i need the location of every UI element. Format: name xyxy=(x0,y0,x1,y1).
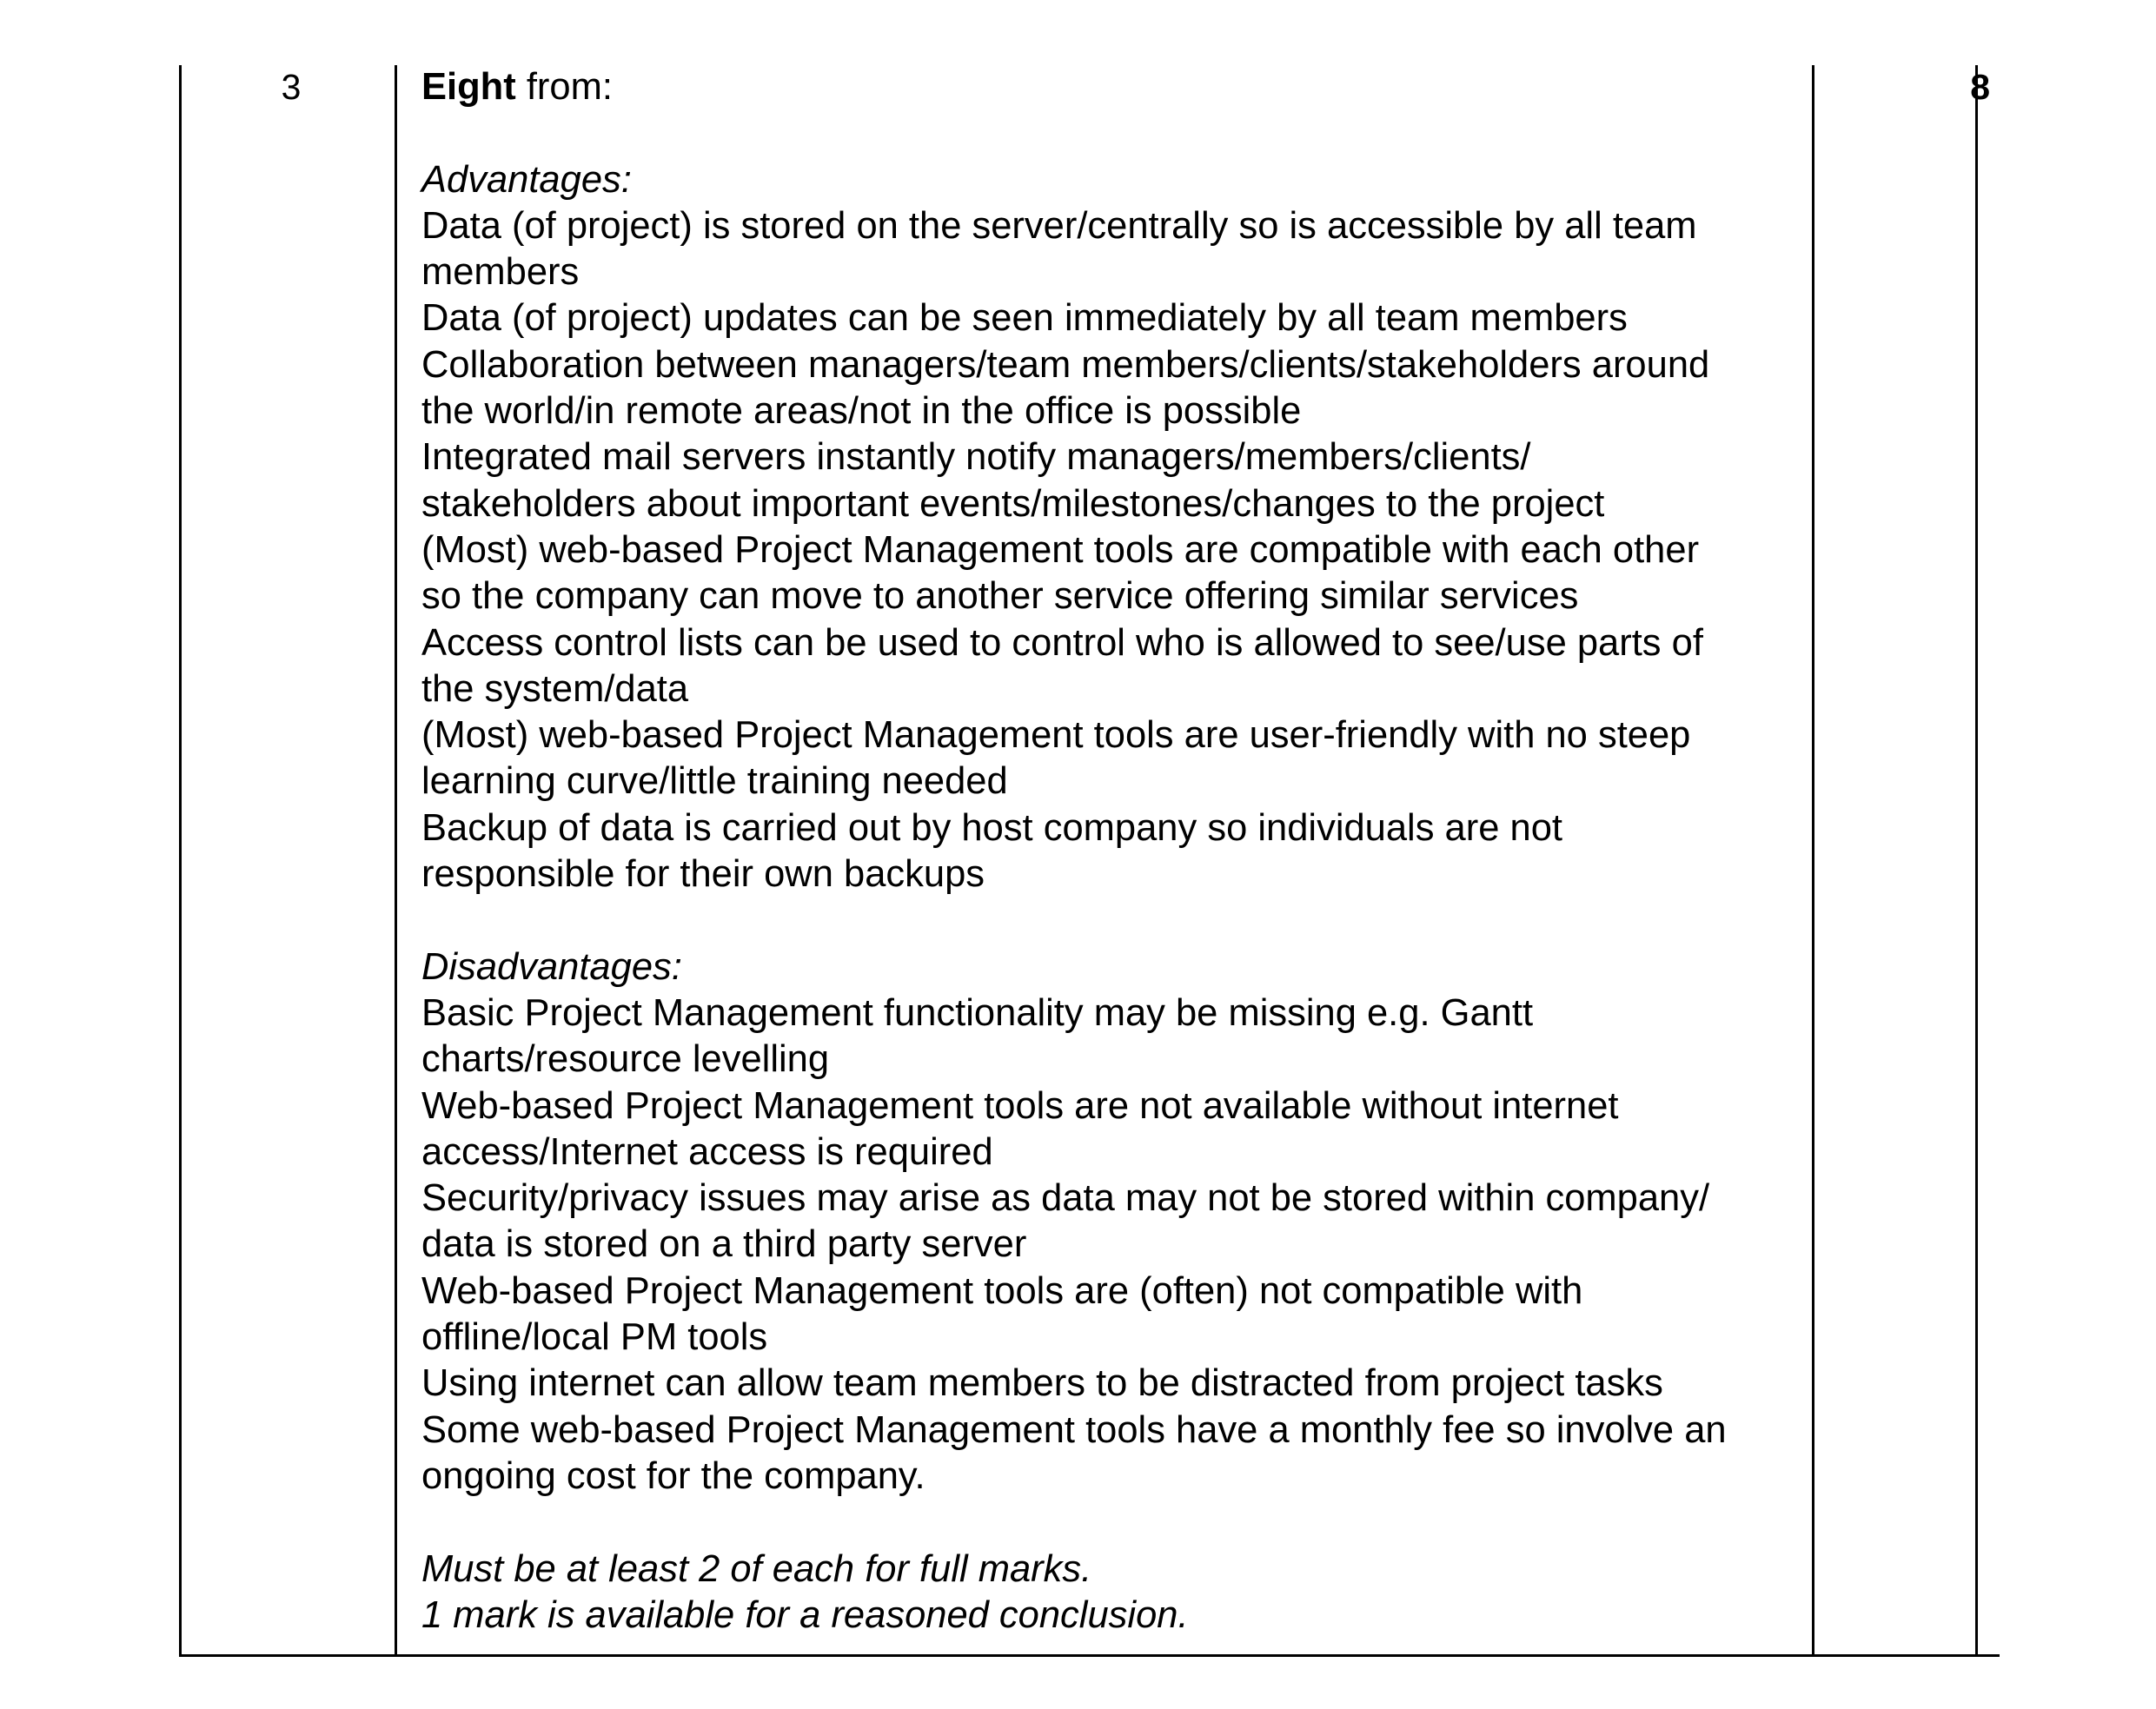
answer-intro xyxy=(421,64,1829,110)
advantage-line: Access control lists can be used to control who is allowed to see/use parts of xyxy=(421,621,1703,664)
disadvantage-line: charts/resource levelling xyxy=(421,1038,830,1081)
advantage-line: responsible for their own backups xyxy=(421,853,985,896)
disadvantage-line: offline/local PM tools xyxy=(421,1316,768,1359)
advantage-line: Integrated mail servers instantly notify managers/members/clients/ xyxy=(421,436,1531,479)
marks-value: 8 xyxy=(1970,67,1990,107)
disadvantages-list xyxy=(421,990,1829,1500)
advantage-line: members xyxy=(421,251,580,294)
spacer xyxy=(421,898,1829,944)
question-number: 3 xyxy=(281,67,302,107)
table-left-border xyxy=(179,65,182,1657)
advantage-line: Backup of data is carried out by host company so individuals are not xyxy=(421,806,1562,849)
table-right-border xyxy=(1975,65,1978,1657)
advantage-line: learning curve/little training needed xyxy=(421,760,1008,803)
spacer xyxy=(421,110,1829,156)
note-full-marks: Must be at least 2 of each for full marks. xyxy=(421,1547,1092,1590)
advantage-line: the system/data xyxy=(421,667,689,710)
advantage-line: the world/in remote areas/not in the office is possible xyxy=(421,390,1302,433)
note-conclusion: 1 mark is available for a reasoned conclusion. xyxy=(421,1593,1189,1636)
spacer xyxy=(421,1500,1829,1546)
intro-bold: Eight xyxy=(421,66,516,108)
advantages-heading: Advantages: xyxy=(421,158,632,201)
table-bottom-border xyxy=(181,1654,2000,1657)
column-divider-question xyxy=(395,65,397,1657)
answer-cell xyxy=(421,64,1829,1639)
advantage-line: stakeholders about important events/milestones/changes to the project xyxy=(421,482,1605,525)
advantage-line: Data (of project) is stored on the server/centrally so is accessible by all team xyxy=(421,204,1697,247)
intro-rest: from: xyxy=(515,66,613,108)
advantage-line: Collaboration between managers/team members/clients/stakeholders around xyxy=(421,343,1710,386)
disadvantage-line: Web-based Project Management tools are (often) not compatible with xyxy=(421,1269,1583,1312)
disadvantage-line: Using internet can allow team members to be distracted from project tasks xyxy=(421,1362,1663,1405)
advantage-line: (Most) web-based Project Management tools are compatible with each other xyxy=(421,528,1700,571)
disadvantage-line: Security/privacy issues may arise as data may not be stored within company/ xyxy=(421,1177,1710,1220)
advantages-list xyxy=(421,203,1829,898)
disadvantage-line: access/Internet access is required xyxy=(421,1130,993,1173)
disadvantages-heading: Disadvantages: xyxy=(421,945,682,988)
disadvantage-line: data is stored on a third party server xyxy=(421,1223,1027,1266)
advantage-line: (Most) web-based Project Management tools are user-friendly with no steep xyxy=(421,714,1691,757)
disadvantage-line: Basic Project Management functionality may be missing e.g. Gantt xyxy=(421,991,1534,1034)
disadvantage-line: ongoing cost for the company. xyxy=(421,1454,925,1497)
advantage-line: Data (of project) updates can be seen immediately by all team members xyxy=(421,297,1628,340)
advantage-line: so the company can move to another service offering similar services xyxy=(421,575,1579,618)
disadvantage-line: Web-based Project Management tools are not available without internet xyxy=(421,1084,1619,1127)
disadvantage-line: Some web-based Project Management tools have a monthly fee so involve an xyxy=(421,1408,1727,1451)
